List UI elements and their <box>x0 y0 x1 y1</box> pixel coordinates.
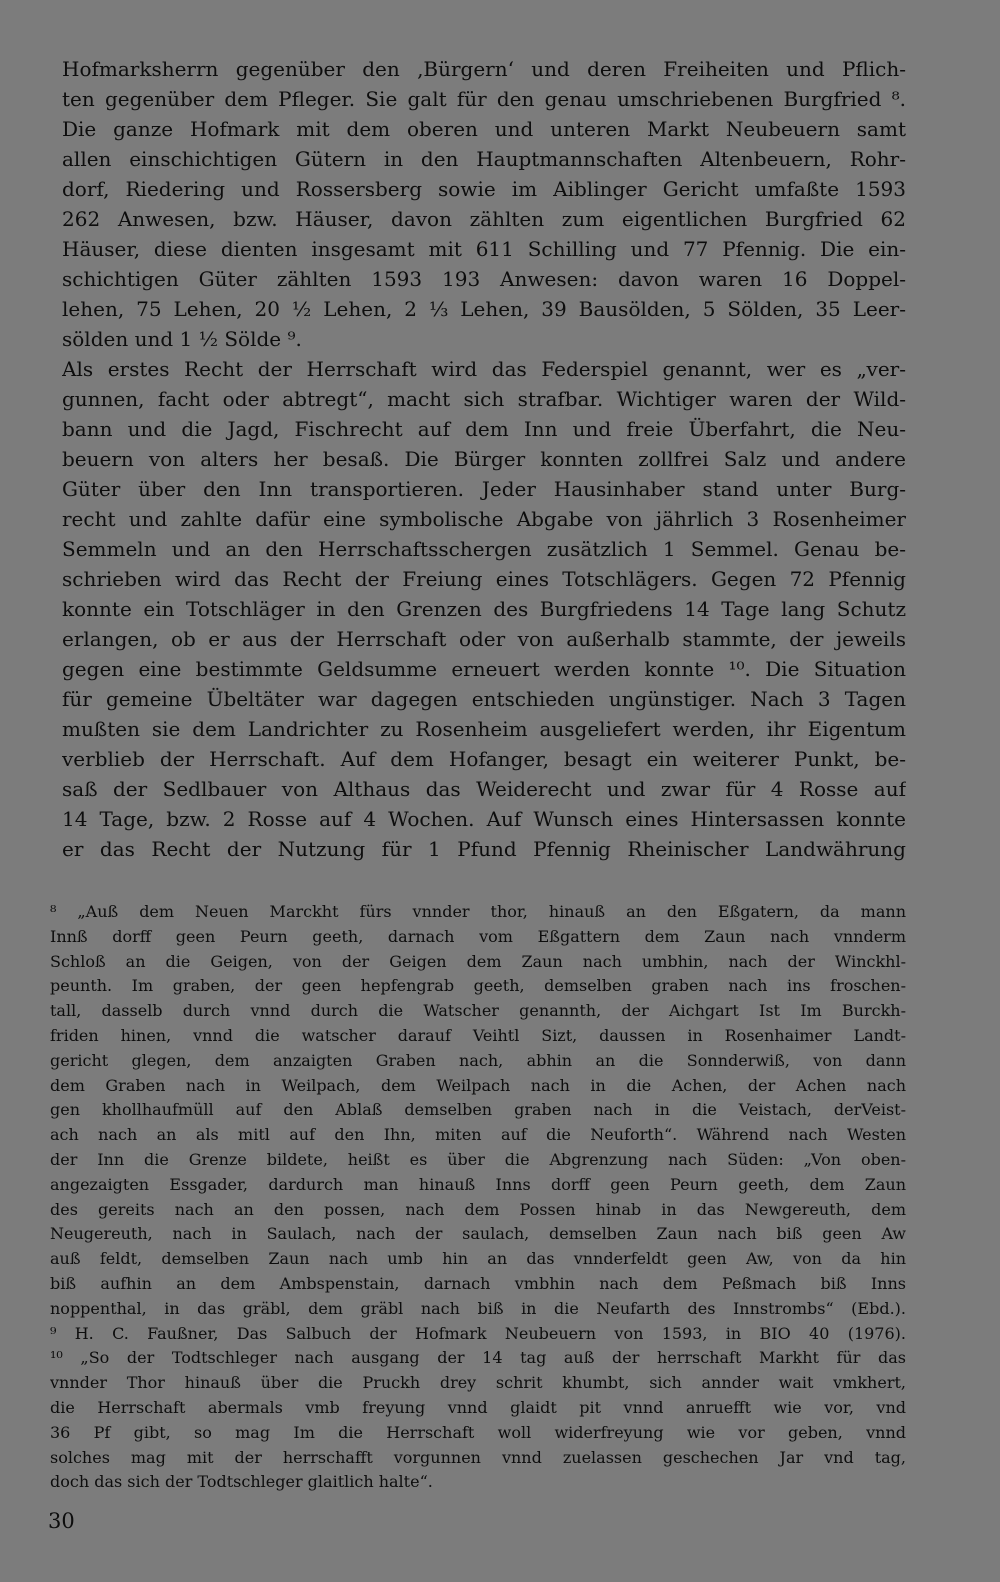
footnote-line: tall, dasselb durch vnnd durch die Watscher genannth, der Aichgart Ist Im Burckh- <box>50 1001 906 1021</box>
footnote-line: solches mag mit der herrschafft vorgunnen vnnd zuelassen geschechen Jar vnd tag, <box>50 1447 906 1467</box>
text-line: dorf, Riedering und Rossersberg sowie im Aiblinger Gericht umfaßte 1593 <box>62 177 906 201</box>
text-line: saß der Sedlbauer von Althaus das Weiderecht und zwar für 4 Rosse auf <box>62 777 906 801</box>
text-line: lehen, 75 Lehen, 20 ½ Lehen, 2 ⅓ Lehen, 39 Bausölden, 5 Sölden, 35 Leer- <box>62 297 906 321</box>
footnote-line: friden hinen, vnnd die watscher darauf Veihtl Sizt, daussen in Rosenhaimer Landt- <box>50 1025 906 1045</box>
footnote-line: 36 Pf gibt, so mag Im die Herrschaft woll widerfreyung wie vor geben, vnnd <box>50 1422 906 1442</box>
text-line: gegen eine bestimmte Geldsumme erneuert werden konnte ¹⁰. Die Situation <box>62 657 906 681</box>
footnote-line: noppenthal, in das gräbl, dem gräbl nach biß in die Neufarth des Innstrombs“ (Ebd.). <box>50 1298 906 1318</box>
footnote-line: ¹⁰ „So der Todtschleger nach ausgang der 14 tag auß der herrschaft Markht für das <box>50 1348 906 1368</box>
footnote-line: peunth. Im graben, der geen hepfengrab geeth, demselben graben nach ins froschen- <box>50 976 906 996</box>
footnote-line: Innß dorff geen Peurn geeth, darnach vom Eßgattern dem Zaun nach vnnderm <box>50 926 906 946</box>
footnotes <box>50 900 906 1495</box>
footnote-line: ⁸ „Auß dem Neuen Marckht fürs vnnder thor, hinauß an den Eßgatern, da mann <box>50 902 906 921</box>
footnote-line: angezaigten Essgader, dardurch man hinauß Inns dorff geen Peurn geeth, dem Zaun <box>50 1174 906 1194</box>
footnote-line: des gereits nach an den possen, nach dem Possen hinab in das Newgereuth, dem <box>50 1199 906 1219</box>
footnote-line: Neugereuth, nach in Saulach, nach der saulach, demselben Zaun nach biß geen Aw <box>50 1224 906 1244</box>
footnote-line: dem Graben nach in Weilpach, dem Weilpach nach in die Achen, der Achen nach <box>50 1075 906 1095</box>
footnote-line: auß feldt, demselben Zaun nach umb hin an das vnnderfeldt geen Aw, von da hin <box>50 1249 906 1269</box>
footnote-line: gericht glegen, dem anzaigten Graben nach, abhin an die Sonnderwiß, von dann <box>50 1050 906 1070</box>
text-line: erlangen, ob er aus der Herrschaft oder von außerhalb stammte, der jeweils <box>62 627 906 651</box>
text-line: Güter über den Inn transportieren. Jeder Hausinhaber stand unter Burg- <box>62 477 906 501</box>
footnote-line: die Herrschaft abermals vmb freyung vnnd glaidt pit vnnd anruefft wie vor, vnd <box>50 1397 906 1417</box>
footnote-line: Schloß an die Geigen, von der Geigen dem Zaun nach umbhin, nach der Winckhl- <box>50 951 906 971</box>
text-line: gunnen, facht oder abtregt“, macht sich strafbar. Wichtiger waren der Wild- <box>62 387 906 411</box>
text-line: sölden und 1 ½ Sölde ⁹. <box>62 327 302 351</box>
footnote-line: doch das sich der Todtschleger glaitlich halte“. <box>50 1472 433 1492</box>
text-line: Hofmarksherrn gegenüber den ‚Bürgern‘ und deren Freiheiten und Pflich- <box>62 57 906 81</box>
text-line: bann und die Jagd, Fischrecht auf dem Inn und freie Überfahrt, die Neu- <box>62 417 906 441</box>
footnote-line: ⁹ H. C. Faußner, Das Salbuch der Hofmark Neubeuern von 1593, in BIO 40 (1976). <box>50 1323 906 1343</box>
footnote-line: vnnder Thor hinauß über die Pruckh drey schrit khumbt, sich annder wait vmkhert, <box>50 1373 906 1393</box>
text-line: 262 Anwesen, bzw. Häuser, davon zählten zum eigentlichen Burgfried 62 <box>62 207 906 231</box>
text-line: konnte ein Totschläger in den Grenzen des Burgfriedens 14 Tage lang Schutz <box>62 597 906 621</box>
text-line: beuern von alters her besaß. Die Bürger konnten zollfrei Salz und andere <box>62 447 906 471</box>
main-text <box>62 54 906 864</box>
text-line: mußten sie dem Landrichter zu Rosenheim ausgeliefert werden, ihr Eigentum <box>62 717 906 741</box>
text-line: er das Recht der Nutzung für 1 Pfund Pfennig Rheinischer Landwährung <box>62 837 906 861</box>
text-line: recht und zahlte dafür eine symbolische Abgabe von jährlich 3 Rosenheimer <box>62 507 906 531</box>
footnote-line: biß aufhin an dem Ambspenstain, darnach vmbhin nach dem Peßmach biß Inns <box>50 1273 906 1293</box>
text-line: schichtigen Güter zählten 1593 193 Anwesen: davon waren 16 Doppel- <box>62 267 906 291</box>
text-line: schrieben wird das Recht der Freiung eines Totschlägers. Gegen 72 Pfennig <box>62 567 906 591</box>
text-line: ten gegenüber dem Pfleger. Sie galt für den genau umschriebenen Burgfried ⁸. <box>62 87 906 111</box>
text-line: verblieb der Herrschaft. Auf dem Hofanger, besagt ein weiterer Punkt, be- <box>62 747 906 771</box>
text-line: Semmeln und an den Herrschaftsschergen zusätzlich 1 Semmel. Genau be- <box>62 537 906 561</box>
page-number: 30 <box>48 1509 75 1533</box>
text-line: Die ganze Hofmark mit dem oberen und unteren Markt Neubeuern samt <box>62 117 906 141</box>
text-line: Häuser, diese dienten insgesamt mit 611 Schilling und 77 Pfennig. Die ein- <box>62 237 906 261</box>
text-line: 14 Tage, bzw. 2 Rosse auf 4 Wochen. Auf Wunsch eines Hintersassen konnte <box>62 807 906 831</box>
text-line: Als erstes Recht der Herrschaft wird das Federspiel genannt, wer es „ver- <box>62 357 906 381</box>
footnote-line: ach nach an als mitl auf den Ihn, miten auf die Neuforth“. Während nach Westen <box>50 1125 906 1145</box>
text-line: für gemeine Übeltäter war dagegen entschieden ungünstiger. Nach 3 Tagen <box>62 687 906 711</box>
footnote-line: gen khollhaufmüll auf den Ablaß demselben graben nach in die Veistach, derVeist- <box>50 1100 906 1120</box>
footnote-line: der Inn die Grenze bildete, heißt es über die Abgrenzung nach Süden: „Von oben- <box>50 1149 906 1169</box>
text-line: allen einschichtigen Gütern in den Hauptmannschaften Altenbeuern, Rohr- <box>62 147 906 171</box>
